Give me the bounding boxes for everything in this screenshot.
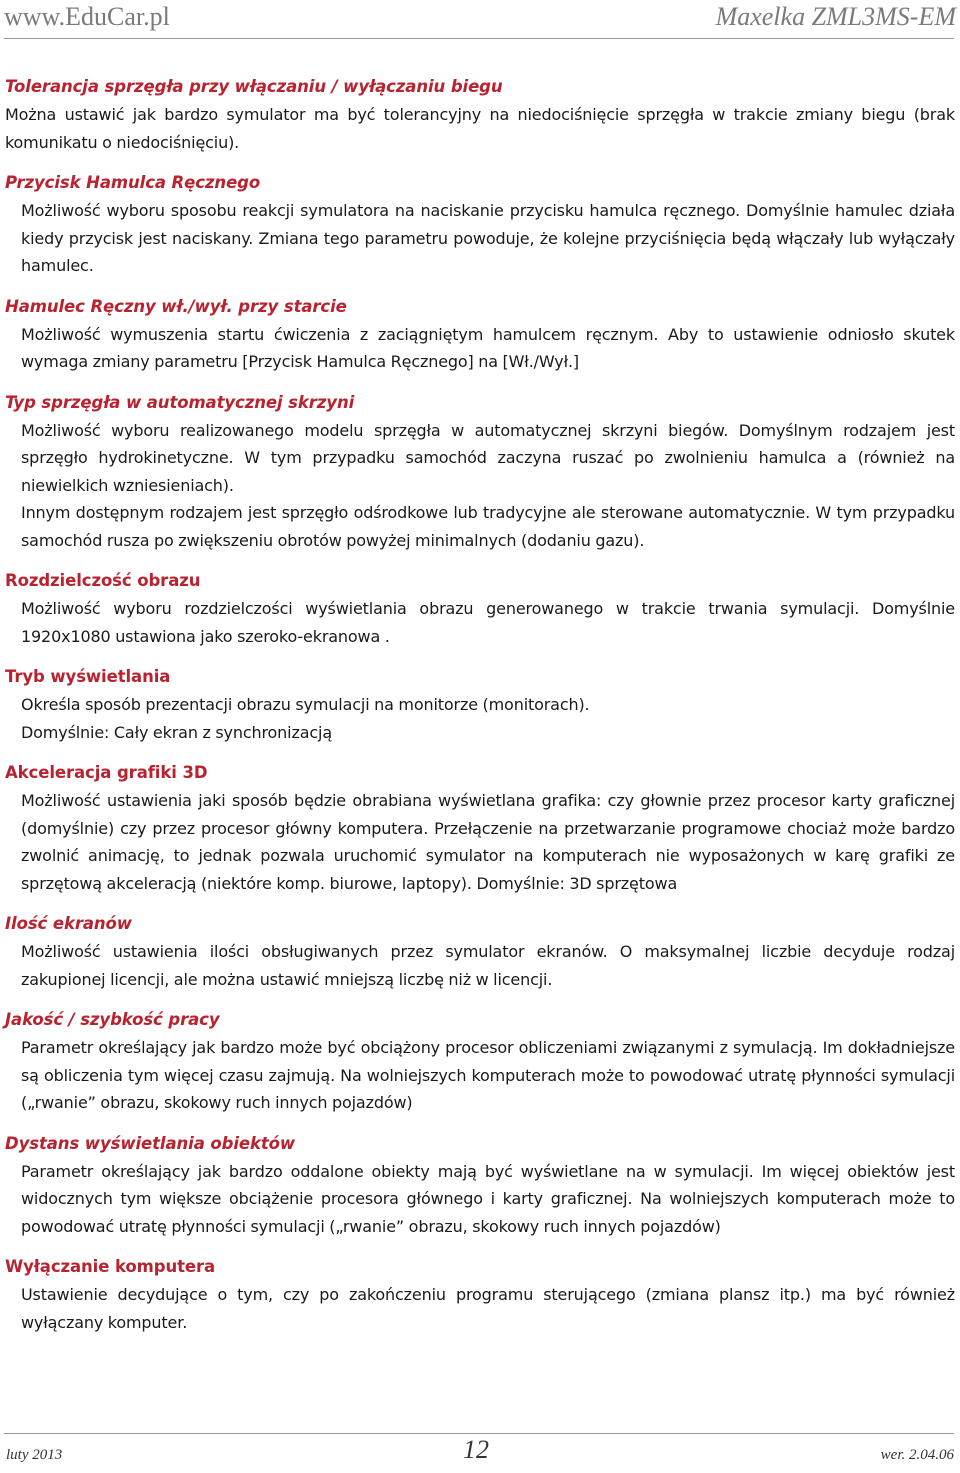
page-footer: [0, 1433, 960, 1473]
section-title: Hamulec Ręczny wł./wył. przy starcie: [5, 296, 347, 316]
section-text: Można ustawić jak bardzo symulator ma być tolerancyjny na niedociśnięcie sprzęgła w trakcie zmiany biegu (brak komunikatu o niedociśnięciu).: [5, 105, 955, 152]
section-auto-clutch-type: [5, 388, 955, 555]
section-resolution: [5, 566, 955, 650]
section-text: Możliwość wymuszenia startu ćwiczenia z zaciągniętym hamulcem ręcznym. Aby to ustawienie odniosło skutek wymaga zmiany parametru [Przycisk Hamulca Ręcznego] na [Wł./Wył.]: [21, 324, 955, 371]
section-text: Parametr określający jak bardzo może być obciążony procesor obliczeniami związanymi z symulacją. Im dokładniejsze są obliczenia tym więcej czasu zajmują. Na wolniejszych komputerach może to powodować utratę płynności symulacji („rwanie” obrazu, skokowy ruch innych pojazdów): [21, 1038, 955, 1112]
section-title: Przycisk Hamulca Ręcznego: [5, 173, 261, 192]
footer-date: luty 2013: [6, 1447, 63, 1463]
section-title: Rozdzielczość obrazu: [5, 571, 201, 590]
section-quality-speed: [5, 1005, 955, 1117]
section-computer-shutdown: [5, 1252, 955, 1336]
section-title: Tryb wyświetlania: [5, 667, 171, 686]
section-text: Możliwość ustawienia jaki sposób będzie obrabiana wyświetlana grafika: czy głownie przez procesor karty graficznej (domyślnie) czy przez procesor główny komputera. Przełączenie na przetwarzanie programowe chociaż może bardzo zwolnić animację, to jednak pozwala uruchomić symulator na komputerach nie wyposażonych w karę grafiki ze sprzętową akceleracją (niektóre komp. biurowe, laptopy). Domyślnie: 3D sprzętowa: [21, 791, 955, 893]
header-product: Maxelka ZML3MS-EM: [715, 2, 956, 31]
section-text: Ustawienie decydujące o tym, czy po zakończeniu programu sterującego (zmiana plansz itp.) ma być również wyłączany komputer.: [21, 1285, 955, 1332]
section-text: Możliwość ustawienia ilości obsługiwanych przez symulator ekranów. O maksymalnej liczbie decyduje rodzaj zakupionej licencji, ale można ustawić mniejszą liczbę niż w licencji.: [21, 942, 955, 989]
section-handbrake-button: [5, 168, 955, 280]
section-object-distance: [5, 1129, 955, 1241]
header-divider: [4, 38, 954, 39]
section-clutch-tolerance: [5, 72, 955, 156]
header-site: www.EduCar.pl: [4, 2, 170, 31]
section-title: Ilość ekranów: [5, 914, 132, 933]
section-3d-acceleration: [5, 758, 955, 897]
section-text: Określa sposób prezentacji obrazu symulacji na monitorze (monitorach).: [21, 695, 590, 714]
page-header: [0, 0, 960, 40]
section-title: Dystans wyświetlania obiektów: [5, 1133, 296, 1153]
section-text: Możliwość wyboru sposobu reakcji symulatora na naciskanie przycisku hamulca ręcznego. Domyślnie hamulec działa kiedy przycisk jest naciskany. Zmiana tego parametru powoduje, że kolejne przyciśnięcia będą włączały lub wyłączały hamulec.: [21, 201, 955, 275]
section-text-2: Innym dostępnym rodzajem jest sprzęgło odśrodkowe lub tradycyjne ale sterowane automatycznie. W tym przypadku samochód rusza po zwiększeniu obrotów powyżej minimalnych (dodaniu gazu).: [21, 503, 955, 550]
section-title: Typ sprzęgła w automatycznej skrzyni: [5, 392, 355, 412]
section-text: Możliwość wyboru rozdzielczości wyświetlania obrazu generowanego w trakcie trwania symulacji. Domyślnie 1920x1080 ustawiona jako szeroko-ekranowa .: [21, 599, 955, 646]
footer-divider: [4, 1433, 954, 1434]
section-text: Parametr określający jak bardzo oddalone obiekty mają być wyświetlane na w symulacji. Im więcej obiektów jest widocznych tym większe obciążenie procesora głównego i karty graficznej. Na wolniejszych komputerach może to powodować utratę płynności symulacji („rwanie” obrazu, skokowy ruch innych pojazdów): [21, 1161, 955, 1236]
footer-version: wer. 2.04.06: [880, 1447, 954, 1463]
section-text: Możliwość wyboru realizowanego modelu sprzęgła w automatycznej skrzyni biegów. Domyślnym rodzajem jest sprzęgło hydrokinetyczne. W tym przypadku samochód zaczyna ruszać po zwolnieniu hamulca a (również na niewielkich wzniesieniach).: [21, 420, 955, 495]
section-title: Akceleracja grafiki 3D: [5, 763, 208, 782]
section-title: Tolerancja sprzęgła przy włączaniu / wyłączaniu biegu: [5, 77, 503, 96]
document-body: [5, 72, 955, 1348]
page-number: 12: [463, 1435, 489, 1464]
section-title: Jakość / szybkość pracy: [5, 1010, 220, 1029]
section-text-2: Domyślnie: Cały ekran z synchronizacją: [21, 722, 332, 742]
section-title: Wyłączanie komputera: [5, 1257, 216, 1276]
section-display-mode: [5, 662, 955, 746]
section-handbrake-start: [5, 292, 955, 376]
section-screen-count: [5, 909, 955, 993]
